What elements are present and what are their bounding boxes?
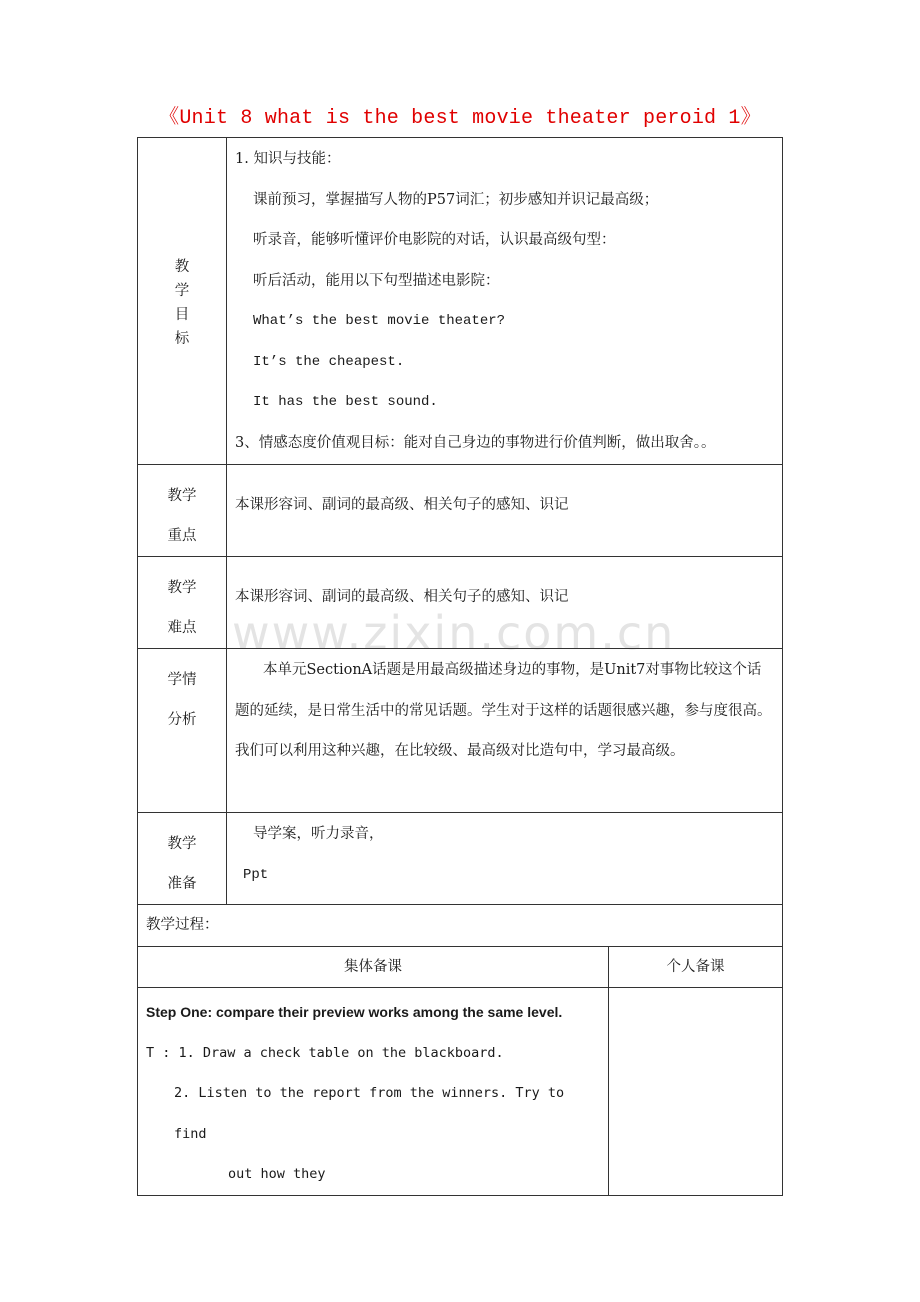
personal-prep-header: 个人备课 — [609, 947, 783, 988]
objective-line: 3、情感态度价值观目标：能对自己身边的事物进行价值判断，做出取舍。。 — [235, 434, 716, 451]
difficulties-content: 本课形容词、副词的最高级、相关句子的感知、识记 — [227, 557, 783, 649]
lesson-plan-table — [137, 137, 783, 1196]
difficulties-label: 教学 难点 — [138, 557, 227, 649]
analysis-content: 本单元SectionA话题是用最高级描述身边的事物，是Unit7对事物比较这个话题的延续，是日常生活中的常见话题。学生对于这样的话题很感兴趣，参与度很高。我们可以利用这种兴趣，在比较级、最高级对比造句中，学习最高级。 — [227, 649, 783, 813]
objectives-label: 教 学 目 标 — [138, 138, 227, 465]
objective-line: 课前预习，掌握描写人物的P57词汇；初步感知并识记最高级； — [253, 191, 659, 208]
objective-line: It has the best sound. — [253, 394, 438, 410]
analysis-label: 学情 分析 — [138, 649, 227, 813]
personal-prep-content — [609, 988, 783, 1196]
key-points-content: 本课形容词、副词的最高级、相关句子的感知、识记 — [227, 465, 783, 557]
objective-line: 1. 知识与技能： — [235, 151, 341, 167]
objective-line: What’s the best movie theater? — [253, 313, 506, 329]
objectives-content — [227, 138, 783, 465]
objective-line: 听录音，能够听懂评价电影院的对话，认识最高级句型： — [253, 232, 616, 248]
preparation-line: 导学案，听力录音， — [253, 826, 384, 842]
watermark: www.zixin.com.cn — [232, 606, 676, 660]
objective-line: 听后活动，能用以下句型描述电影院： — [253, 272, 500, 289]
step-line: 2. Listen to the report from the winners. Try to find — [174, 1085, 565, 1142]
objective-line: It’s the cheapest. — [253, 353, 405, 370]
collective-prep-content — [138, 988, 609, 1196]
step-line: out how they — [228, 1166, 326, 1182]
step-title: Step One: compare their preview works among the same level. — [146, 1004, 563, 1020]
preparation-line: Ppt — [243, 866, 269, 883]
process-label-cell: 教学过程： — [138, 905, 783, 947]
collective-prep-header: 集体备课 — [138, 947, 609, 988]
document-title: 《Unit 8 what is the best movie theater peroid 1》 — [159, 107, 761, 130]
step-line: T : 1. Draw a check table on the blackboard. — [146, 1044, 504, 1061]
preparation-label: 教学 准备 — [138, 813, 227, 905]
key-points-label: 教学 重点 — [138, 465, 227, 557]
preparation-content — [227, 813, 783, 905]
